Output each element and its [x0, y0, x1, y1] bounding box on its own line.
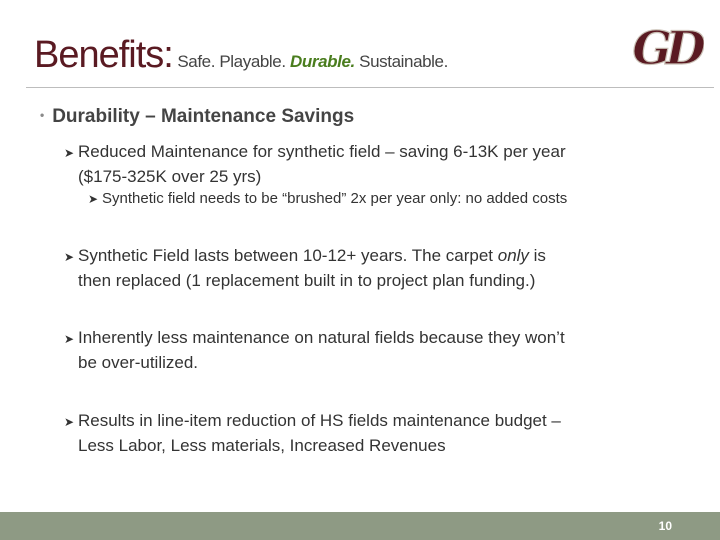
arrow-bullet-icon: ➤	[64, 250, 75, 264]
list-item	[64, 409, 684, 457]
slide-title	[34, 34, 448, 77]
page-number: 10	[658, 519, 672, 533]
item-4-line-2: be over-utilized.	[78, 353, 199, 372]
item-3-line-2: then replaced (1 replacement built in to project plan funding.)	[78, 271, 536, 290]
title-subtitle	[177, 52, 448, 71]
item-1-line-1: Reduced Maintenance for synthetic field – saving 6-13K per year	[78, 142, 566, 161]
title-main: Benefits:	[34, 34, 173, 76]
bullet-dot-icon: •	[40, 108, 45, 122]
logo-letters: GD	[632, 21, 700, 75]
subtitle-part-1: Safe. Playable.	[177, 52, 286, 71]
subtitle-durable: Durable.	[290, 52, 355, 71]
item-3-text-before: Synthetic Field lasts between 10-12+ years. The carpet	[78, 246, 498, 265]
item-5-line-1: Results in line-item reduction of HS fields maintenance budget –	[78, 411, 561, 430]
title-divider	[26, 87, 714, 88]
list-item	[88, 189, 688, 209]
item-3-emphasis: only	[497, 246, 529, 265]
footer-bar	[0, 512, 720, 540]
arrow-bullet-icon: ➤	[64, 332, 75, 346]
heading-text: Durability – Maintenance Savings	[52, 106, 355, 127]
list-item	[64, 326, 684, 374]
item-1-line-2: ($175-325K over 25 yrs)	[78, 167, 262, 186]
subtitle-part-2: Sustainable.	[359, 52, 448, 71]
gd-logo	[628, 14, 704, 78]
item-5-line-2: Less Labor, Less materials, Increased Revenues	[78, 436, 446, 455]
list-item	[64, 244, 684, 292]
item-3-text-after: is	[528, 246, 546, 265]
item-4-line-1: Inherently less maintenance on natural fields because they won’t	[78, 328, 565, 347]
list-item	[64, 140, 684, 188]
section-heading	[40, 106, 354, 128]
item-2-text: Synthetic field needs to be “brushed” 2x per year only: no added costs	[102, 190, 568, 207]
arrow-bullet-icon: ➤	[64, 146, 75, 160]
gd-logo-icon	[628, 14, 704, 78]
arrow-bullet-icon: ➤	[88, 192, 99, 206]
arrow-bullet-icon: ➤	[64, 415, 75, 429]
